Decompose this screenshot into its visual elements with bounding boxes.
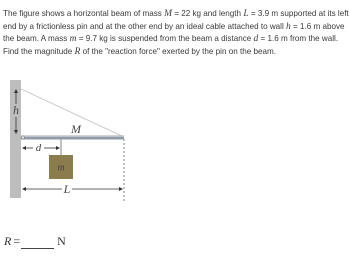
label-d: d	[35, 142, 42, 154]
label-M: M	[71, 122, 81, 136]
answer-unit: N	[57, 234, 66, 248]
symbol-R: R	[74, 46, 81, 57]
problem-text-3: = 3.9 m supported at its left end by a frictionless pin and at the other end by an ideal cable attached to wall	[3, 9, 349, 31]
problem-text-4: = 1.6 m above the beam. A mass	[3, 21, 345, 43]
label-m: m	[57, 162, 65, 174]
problem-text-7: of the "reaction force" exerted by the pin on the beam.	[80, 46, 276, 56]
L-arrow-right-head	[119, 187, 123, 191]
problem-text-2: = 22 kg and length	[171, 9, 244, 18]
symbol-d: d	[253, 34, 259, 44]
symbol-L: L	[243, 9, 249, 19]
problem-text-1: The figure shows a horizontal beam of mass	[3, 9, 165, 18]
answer-input[interactable]	[21, 235, 54, 249]
d-arrow-left-head	[22, 146, 26, 150]
symbol-m: m	[69, 34, 77, 44]
pin	[21, 136, 24, 139]
answer-equals: =	[13, 234, 21, 248]
problem-text-5: = 9.7 kg is suspended from the beam a distance	[76, 34, 254, 43]
beam-diagram	[0, 80, 350, 215]
answer-symbol: R	[4, 234, 12, 248]
d-arrow-right-head	[56, 146, 60, 150]
label-L: L	[63, 182, 71, 196]
problem-text-6: = 1.6 m from the wall. Find the magnitude	[3, 34, 339, 56]
problem-statement	[3, 8, 349, 58]
symbol-h: h	[286, 21, 291, 32]
answer-row	[4, 233, 66, 249]
wall	[10, 80, 21, 198]
symbol-M: M	[164, 9, 172, 19]
label-h: h	[13, 103, 19, 117]
L-arrow-left-head	[22, 187, 26, 191]
